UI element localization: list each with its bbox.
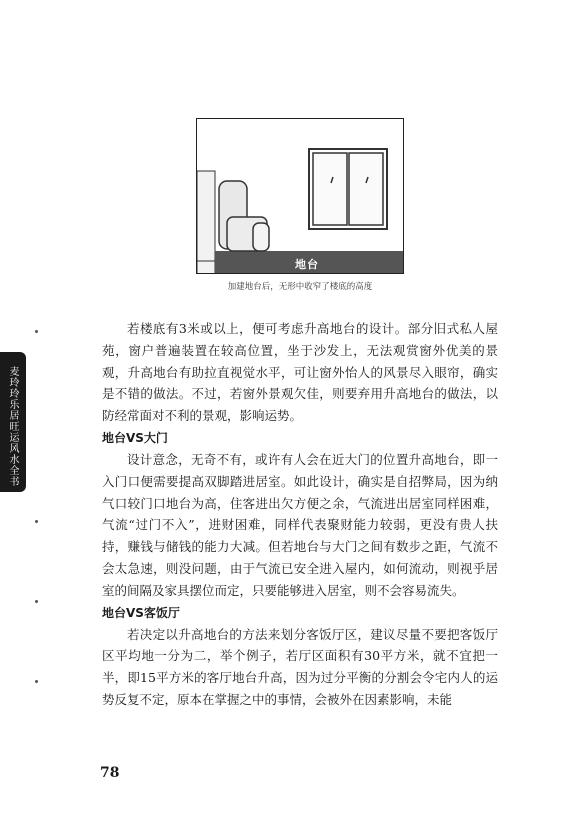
side-tab (0, 352, 26, 492)
decor-dot (35, 600, 38, 603)
book-title: 麦玲玲乐居旺运风水全书 (7, 366, 18, 487)
figure-label: 地台 (295, 258, 319, 271)
article-body (102, 318, 498, 711)
section-heading: 地台VS客饭厅 (102, 605, 180, 620)
decor-dot (35, 520, 38, 523)
paragraph: 设计意念，无奇不有，或许有人会在近大门的位置升高地台，即一入门口便需要提高双脚踏进居室。如此设计，确实是自招弊局，因为纳气口较门口地台为高，住客进出欠方便之余，气流进出居室同样困难，气流“过门不入”，进财困难，同样代表聚财能力较弱，更没有贵人扶持，赚钱与储钱的能力大减。但若地台与大门之间有数步之距，气流不会太急速，则没问题，由于气流已安全进入屋内，如何流动，则视乎居室的间隔及家具摆位而定，只要能够进入居室，则不会容易流失。 (102, 451, 498, 598)
room-drawing (197, 119, 404, 274)
page-number: 78 (100, 765, 120, 781)
room-illustration (196, 118, 404, 274)
paragraph: 若楼底有3米或以上，便可考虑升高地台的设计。部分旧式私人屋苑，窗户普遍装置在较高位置，坐于沙发上，无法观赏窗外优美的景观，升高地台有助拉直视觉水平，可让窗外怡人的风景尽入眼帘，确实是不错的做法。不过，若窗外景观欠佳，则要弃用升高地台的做法，以防经常面对不利的景观，影响运势。 (102, 321, 498, 424)
decor-dot (35, 680, 38, 683)
decor-dot (35, 330, 38, 333)
paragraph: 若决定以升高地台的方法来划分客饭厅区，建议尽量不要把客饭厅区平均地一分为二，举个例子，若厅区面积有30平方米，就不宜把一半，即15平方米的客厅地台升高，因为过分平衡的分割会令宅内人的运势反复不定，原本在掌握之中的事情，会被外在因素影响，未能 (102, 626, 498, 707)
section-heading: 地台VS大门 (102, 430, 168, 445)
figure-caption: 加建地台后，无形中收窄了楼底的高度 (227, 282, 373, 292)
